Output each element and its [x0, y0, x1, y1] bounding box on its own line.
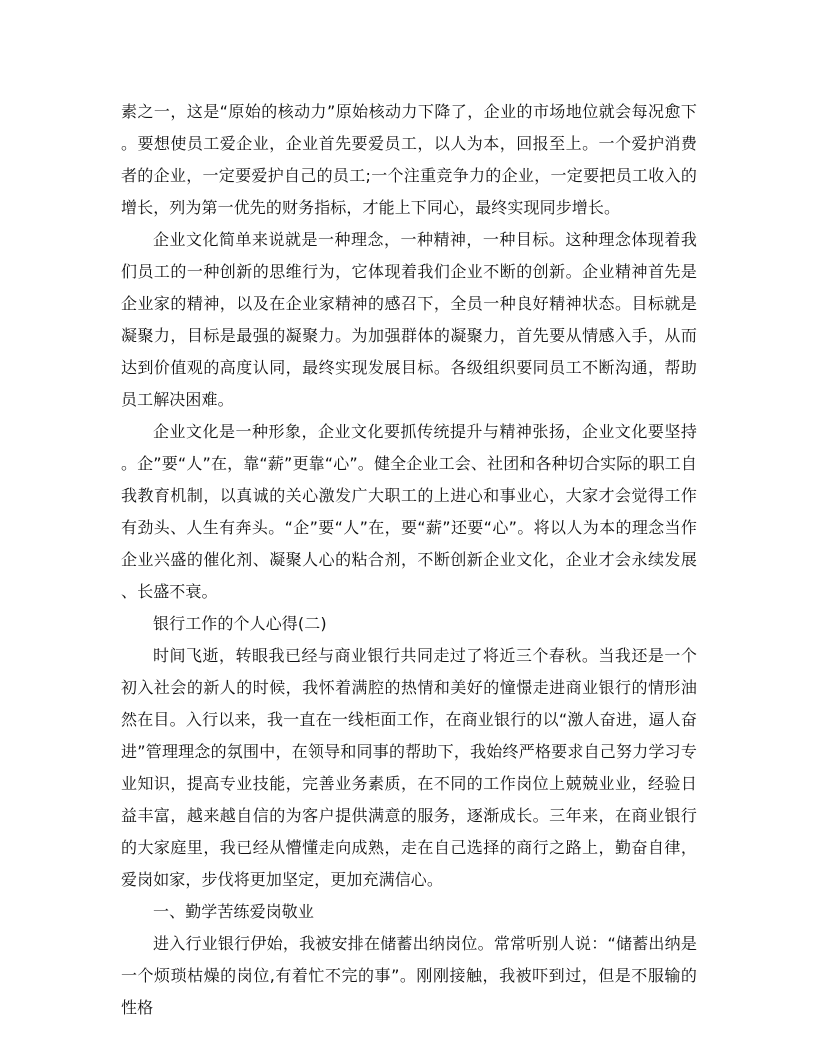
paragraph-teller-position: 进入行业银行伊始，我被安排在储蓄出纳岗位。常常听别人说：“储蓄出纳是一个烦琐枯燥的岗位,有着忙不完的事”。刚刚接触，我被吓到过，但是不服输的性格 — [121, 934, 697, 1017]
paragraph-continuation: 素之一，这是“原始的核动力”原始核动力下降了，企业的市场地位就会每况愈下。要想使员工爱企业，企业首先要爱员工，以人为本，回报至上。一个爱护消费者的企业，一定要爱护自己的员工;一个注重竞争力的企业，一定要把员工收入的增长，列为第一优先的财务指标，才能上下同心，最终实现同步增长。 — [121, 102, 697, 217]
section-title: 银行工作的个人心得(二) — [153, 614, 327, 633]
paragraph-bank-experience: 时间飞逝，转眼我已经与商业银行共同走过了将近三个春秋。当我还是一个初入社会的新人的时候，我怀着满腔的热情和美好的憧憬走进商业银行的情形油然在目。入行以来，我一直在一线柜面工作，在商业银行的以“激人奋进，逼人奋进”管理理念的氛围中，在领导和同事的帮助下，我始终严格要求自己努力学习专业知识，提高专业技能，完善业务素质，在不同的工作岗位上兢兢业业，经验日益丰富，越来越自信的为客户提供满意的服务，逐渐成长。三年来，在商业银行的大家庭里，我已经从懵懂走向成熟，走在自己选择的商行之路上，勤奋自律，爱岗如家，步伐将更加坚定，更加充满信心。 — [121, 646, 697, 889]
paragraph-corporate-culture-image: 企业文化是一种形象，企业文化要抓传统提升与精神张扬，企业文化要坚持。企”要“人”在，靠“薪”更靠“心”。健全企业工会、社团和各种切合实际的职工自我教育机制，以真诚的关心激发广大职工的上进心和事业心，大家才会觉得工作有劲头、人生有奔头。“企”要“人”在，要“薪”还要“心”。将以人为本的理念当作企业兴盛的催化剂、凝聚人心的粘合剂，不断创新企业文化，企业才会永续发展、长盛不衰。 — [121, 422, 697, 601]
document-body — [121, 96, 697, 1024]
paragraph-corporate-culture-concept: 企业文化简单来说就是一种理念，一种精神，一种目标。这种理念体现着我们员工的一种创新的思维行为，它体现着我们企业不断的创新。企业精神首先是企业家的精神，以及在企业家精神的感召下，全员一种良好精神状态。目标就是凝聚力，目标是最强的凝聚力。为加强群体的凝聚力，首先要从情感入手，从而达到价值观的高度认同，最终实现发展目标。各级组织要同员工不断沟通，帮助员工解决困难。 — [121, 230, 697, 409]
subsection-heading: 一、勤学苦练爱岗敬业 — [153, 902, 315, 921]
